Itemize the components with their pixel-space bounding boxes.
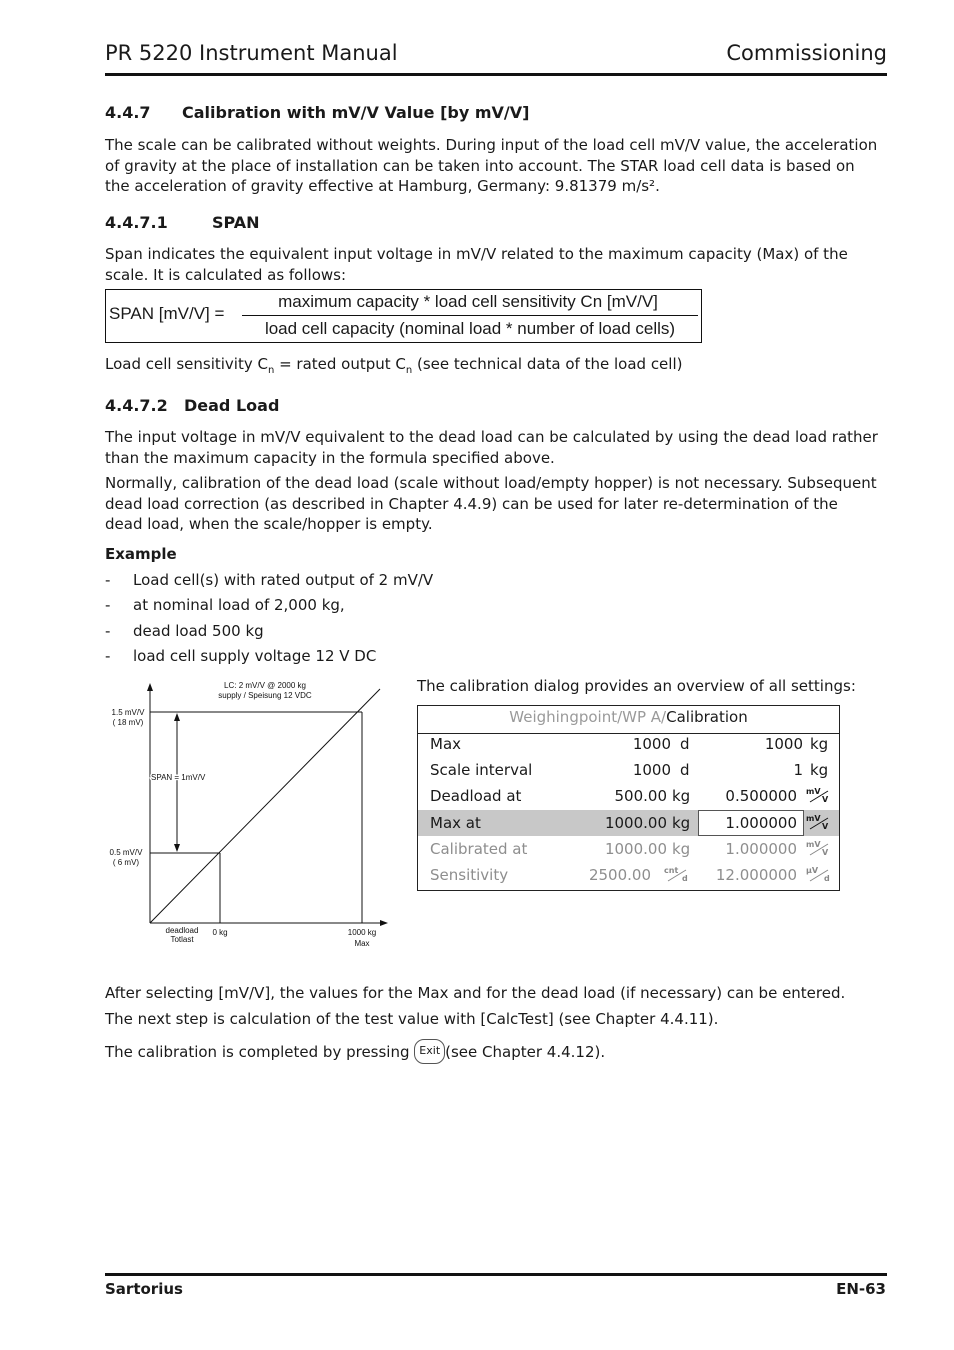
footer-rule (105, 1273, 887, 1276)
row-unit-2: kg (810, 735, 829, 753)
span-arrow-bottom (174, 844, 180, 852)
row-label: Deadload at (430, 787, 522, 805)
row-sensitivity (418, 862, 839, 888)
deadload-paragraph-2: Normally, calibration of the dead load (scale without load/empty hopper) is not necessary. Subsequent dead load correction (as described in Chapter 4.4.9) can be used for later re-determination of the dead load, when the scale/hopper is empty. (105, 474, 877, 533)
span-label: SPAN = 1mV/V (151, 773, 206, 782)
unit-top: µV (806, 866, 819, 875)
unit-bottom: V (822, 822, 829, 831)
example-list (105, 570, 505, 671)
row-label: Sensitivity (430, 866, 509, 884)
note-text: Load cell sensitivity C (105, 355, 268, 373)
section-heading-4-4-7 (105, 103, 529, 122)
row-value-2: 0.500000 (725, 787, 797, 805)
note-text: (see technical data of the load cell) (412, 355, 683, 373)
section-number: 4.4.7 (105, 103, 151, 122)
span-formula (105, 289, 702, 343)
breadcrumb-current: Calibration (666, 708, 748, 726)
row-value-1: 1000 (632, 761, 671, 779)
row-max[interactable] (418, 731, 839, 757)
mv-per-v-icon (806, 841, 832, 857)
section-number: 4.4.7.2 (105, 396, 168, 415)
row-label: Max at (430, 814, 481, 832)
row-value-2: 1.000000 (725, 814, 797, 832)
row-value-2: 12.000000 (715, 866, 797, 884)
section-title: SPAN (212, 213, 260, 232)
list-item: - at nominal load of 2,000 kg, (105, 595, 505, 620)
span-description: Span indicates the equivalent input voltage in mV/V related to the maximum capacity (Max) of the scale. It is calculated as follows: (105, 245, 848, 284)
y-label-max-1: 1.5 mV/V (111, 708, 145, 717)
row-label: Max (430, 735, 462, 753)
row-scale-interval[interactable] (418, 757, 839, 783)
page-number: EN-63 (836, 1280, 886, 1298)
characteristic-line (150, 689, 380, 923)
section-heading-4-4-7-1 (105, 213, 260, 232)
row-unit-1: kg (672, 787, 691, 805)
span-arrow-top (174, 713, 180, 721)
manual-title: PR 5220 Instrument Manual (105, 41, 398, 65)
formula-lhs: SPAN [mV/V] = (109, 304, 225, 323)
unit-bottom: V (822, 848, 829, 857)
uv-per-d-icon (806, 867, 832, 883)
example-heading: Example (105, 545, 177, 563)
x-label-max-1: 1000 kg (347, 928, 377, 937)
list-item: - dead load 500 kg (105, 621, 505, 646)
y-label-deadload-2: ( 6 mV) (112, 858, 140, 867)
diagram-caption-1: LC: 2 mV/V @ 2000 kg (224, 681, 306, 690)
x-label-deadload-2: Totlast (170, 935, 194, 944)
chapter-title: Commissioning (726, 41, 887, 65)
row-unit-1: d (680, 761, 690, 779)
row-unit-2: kg (810, 761, 829, 779)
row-value-1: 1000.00 (604, 814, 667, 832)
note-subscript: n (267, 365, 275, 376)
deadload-paragraph-1: The input voltage in mV/V equivalent to the dead load can be calculated by using the dead load rather than the maximum capacity in the formula specified above. (105, 428, 878, 467)
footer-company: Sartorius (105, 1280, 183, 1298)
list-item: - Load cell(s) with rated output of 2 mV/V (105, 570, 505, 595)
row-max-at[interactable] (418, 810, 839, 836)
page-header (105, 41, 887, 76)
x-label-zero: 0 kg (212, 928, 228, 937)
row-unit-1: d (680, 735, 690, 753)
exit-key-icon: Exit (414, 1039, 445, 1064)
unit-top: mV (806, 840, 821, 849)
row-unit-1: kg (672, 814, 691, 832)
section-title: Calibration with mV/V Value [by mV/V] (182, 103, 530, 122)
closing-line-1: After selecting [mV/V], the values for the Max and for the dead load (if necessary) can be entered. (105, 984, 846, 1002)
list-item: - load cell supply voltage 12 V DC (105, 646, 505, 671)
mv-per-v-icon (806, 815, 832, 831)
intro-paragraph: The scale can be calibrated without weights. During input of the load cell mV/V value, the acceleration of gravity at the place of installation can be taken into account. The STAR load cell data is based on the acceleration of gravity effective at Hamburg, Germany: 9.81379 m/s². (105, 136, 878, 195)
unit-top: mV (806, 787, 821, 796)
sensitivity-note (105, 354, 880, 382)
calibration-diagram (100, 675, 400, 955)
x-axis-arrow (380, 920, 388, 926)
row-value-2: 1000 (764, 735, 803, 753)
row-value-1: 2500.00 (588, 866, 651, 884)
closing-text: The calibration is completed by pressing (105, 1043, 410, 1061)
closing-line-3 (105, 1039, 880, 1064)
row-value-2: 1.000000 (725, 840, 797, 858)
row-unit-1: kg (672, 840, 691, 858)
y-axis-arrow (147, 683, 153, 691)
y-label-deadload-1: 0.5 mV/V (109, 848, 143, 857)
closing-line-2: The next step is calculation of the test value with [CalcTest] (see Chapter 4.4.11). (105, 1010, 719, 1028)
row-calibrated-at (418, 836, 839, 862)
row-value-1: 1000 (632, 735, 671, 753)
diagram-caption-2: supply / Speisung 12 VDC (218, 691, 312, 700)
unit-top: mV (806, 814, 821, 823)
section-title: Dead Load (184, 396, 280, 415)
note-text: = rated output C (274, 355, 406, 373)
unit-bottom: V (822, 795, 829, 804)
row-label: Calibrated at (430, 840, 528, 858)
unit-bottom: d (682, 874, 688, 883)
x-label-deadload-1: deadload (165, 926, 199, 935)
y-label-max-2: ( 18 mV) (112, 718, 144, 727)
mv-per-v-icon (806, 788, 832, 804)
row-deadload-at[interactable] (418, 783, 839, 809)
fraction-line (242, 315, 698, 316)
note-subscript: n (405, 365, 413, 376)
dialog-intro: The calibration dialog provides an overview of all settings: (417, 677, 856, 695)
unit-top: cnt (664, 866, 679, 875)
cnt-per-d-icon (664, 867, 690, 883)
formula-denominator: load cell capacity (nominal load * number of load cells) (264, 319, 676, 338)
section-heading-4-4-7-2 (105, 396, 279, 415)
calibration-dialog (417, 705, 840, 891)
row-value-1: 1000.00 (604, 840, 667, 858)
unit-bottom: d (824, 874, 830, 883)
dialog-title-bar (418, 706, 839, 734)
row-label: Scale interval (430, 761, 533, 779)
section-number: 4.4.7.1 (105, 213, 168, 232)
formula-numerator: maximum capacity * load cell sensitivity Cn [mV/V] (278, 292, 658, 311)
closing-text: (see Chapter 4.4.12). (445, 1043, 606, 1061)
row-value-1: 500.00 (614, 787, 667, 805)
x-label-max-2: Max (354, 939, 370, 948)
breadcrumb: Weighingpoint/WP A/ (509, 708, 667, 726)
row-value-2: 1 (793, 761, 803, 779)
